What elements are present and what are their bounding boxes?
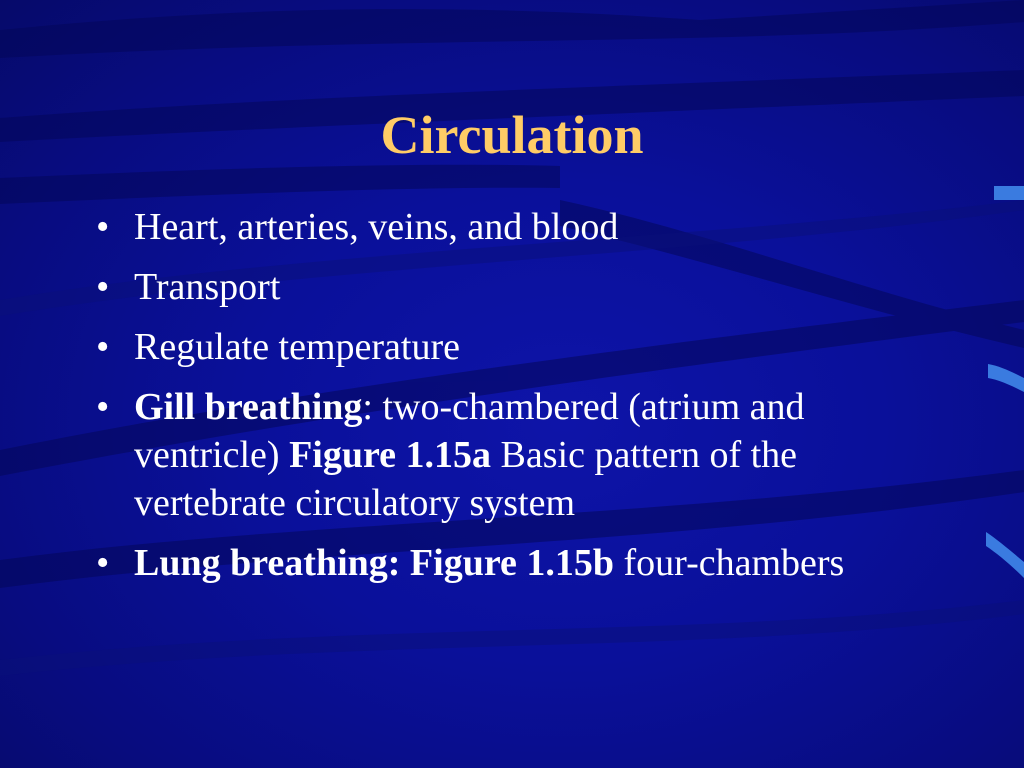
bullet-text: Transport <box>134 266 281 308</box>
bullet-item <box>92 539 952 587</box>
bullet-marker: • <box>96 206 110 248</box>
bullet-bold-term: Lung breathing: Figure 1.15b <box>134 542 615 584</box>
bullet-text: four-chambers <box>614 542 845 584</box>
bullet-marker: • <box>96 542 110 584</box>
bullet-item <box>92 263 952 311</box>
bullet-text: : two-chambered (atrium and ventricle) <box>134 386 805 476</box>
slide-title: Circulation <box>380 105 644 165</box>
bullet-text: Basic pattern of the vertebrate circulatory system <box>134 434 798 524</box>
bullet-list <box>92 203 952 599</box>
bullet-marker: • <box>96 326 110 368</box>
bullet-text: Heart, arteries, veins, and blood <box>134 206 619 248</box>
bullet-item <box>92 383 952 527</box>
bullet-marker: • <box>96 266 110 308</box>
bullet-bold-term: Gill breathing <box>134 386 363 428</box>
figure-reference: Figure 1.15a <box>289 434 492 476</box>
bullet-marker: • <box>96 386 110 428</box>
bullet-item <box>92 323 952 371</box>
bullet-text: Regulate temperature <box>134 326 461 368</box>
bullet-item <box>92 203 952 251</box>
